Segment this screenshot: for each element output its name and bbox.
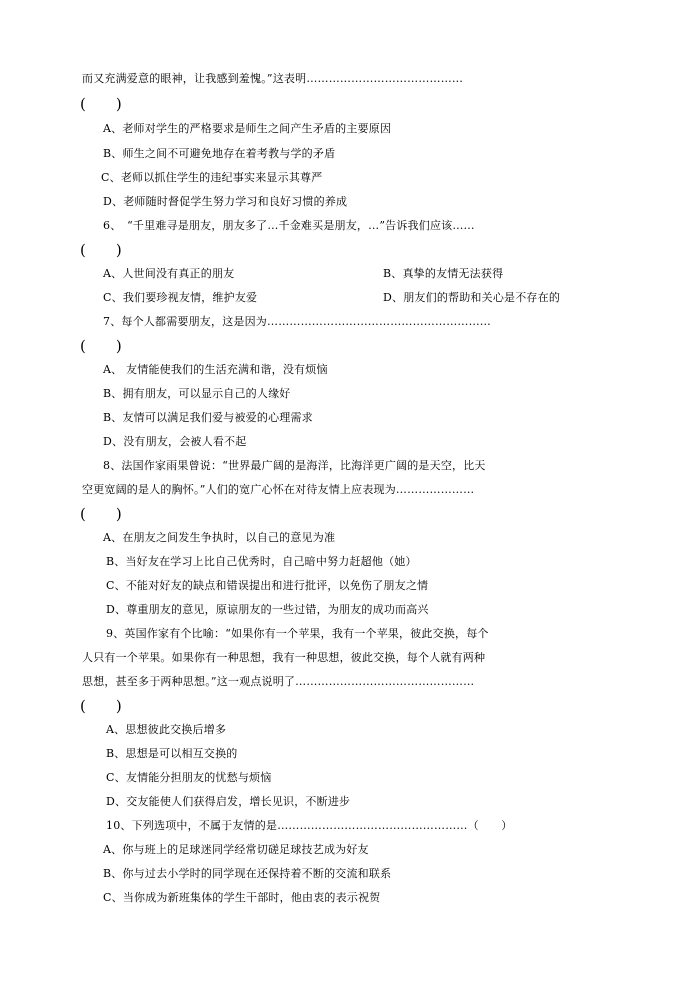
q5-option-d: D、老师随时督促学生努力学习和良好习惯的养成: [103, 195, 348, 208]
q9-stem-line3: 思想，甚至多于两种思想。”这一观点说明了…………………………………………: [82, 675, 475, 688]
q7-option-a: A、 友情能使我们的生活充满和谐，没有烦恼: [103, 363, 328, 376]
q10-option-c: C、当你成为新班集体的学生干部时，他由衷的表示祝贺: [103, 891, 381, 904]
q7-option-c: B、友情可以满足我们爱与被爱的心理需求: [103, 411, 313, 424]
q6-stem: 6、 “千里难寻是朋友，朋友多了…千金难买是朋友，…”告诉我们应该……: [103, 219, 475, 232]
q7-option-b: B、拥有朋友，可以显示自己的人缘好: [103, 387, 291, 400]
q6-option-c: [103, 286, 695, 310]
q10-stem: 10、下列选项中，不属于友情的是……………………………………………（ ）: [106, 819, 513, 832]
q8-stem-line1: 8、法国作家雨果曾说：“世界最广阔的是海洋，比海洋更广阔的是天空，比天: [103, 459, 486, 472]
q6-answer-blank: ( ): [80, 241, 122, 259]
q6-option-c-text: C、我们要珍视友情，维护友爱: [103, 291, 258, 304]
q5-option-c: C、老师以抓住学生的违纪事实来显示其尊严: [101, 171, 323, 184]
q5-option-b: B、师生之间不可避免地存在着考教与学的矛盾: [103, 147, 336, 160]
q9-option-b: B、思想是可以相互交换的: [106, 747, 238, 760]
q7-stem: 7、每个人都需要朋友，这是因为……………………………………………………: [103, 315, 491, 328]
q9-option-a: A、思想彼此交换后增多: [106, 723, 227, 736]
q8-answer-blank: ( ): [80, 505, 122, 523]
q8-option-a: A、在朋友之间发生争执时，以自己的意见为准: [103, 531, 336, 544]
q8-option-d: D、尊重朋友的意见，原谅朋友的一些过错，为朋友的成功而高兴: [106, 603, 429, 616]
q6-option-a-text: A、人世间没有真正的朋友: [103, 267, 235, 280]
q9-option-c: C、友情能分担朋友的忧愁与烦恼: [106, 771, 272, 784]
q5-continuation: 而又充满爱意的眼神，让我感到羞愧。”这表明……………………………………: [82, 72, 464, 85]
q10-option-b: B、你与过去小学时的同学现在还保持着不断的交流和联系: [103, 867, 392, 880]
q6-option-b: B、真挚的友情无法获得: [383, 267, 504, 280]
q6-option-d: D、朋友们的帮助和关心是不存在的: [383, 291, 561, 304]
q7-answer-blank: ( ): [80, 337, 122, 355]
q8-option-b: B、当好友在学习上比自己优秀时，自己暗中努力赶超他（她）: [106, 555, 417, 568]
q9-answer-blank: ( ): [80, 697, 122, 715]
q9-stem-line2: 人只有一个苹果。如果你有一种思想，我有一种思想，彼此交换，每个人就有两种: [82, 651, 486, 664]
q9-stem-line1: 9、英国作家有个比喻：“如果你有一个苹果，我有一个苹果，彼此交换，每个: [106, 627, 489, 640]
q5-answer-blank: ( ): [80, 95, 122, 113]
q10-option-a: A、你与班上的足球迷同学经常切磋足球技艺成为好友: [103, 843, 369, 856]
q6-option-a: [103, 262, 695, 286]
q9-option-d: D、交友能使人们获得启发，增长见识，不断进步: [106, 795, 351, 808]
q8-option-c: C、不能对好友的缺点和错误提出和进行批评，以免伤了朋友之情: [106, 579, 429, 592]
q5-option-a: A、老师对学生的严格要求是师生之间产生矛盾的主要原因: [103, 122, 392, 135]
q7-option-d: D、没有朋友，会被人看不起: [103, 435, 247, 448]
q8-stem-line2: 空更宽阔的是人的胸怀。”人们的宽广心怀在对待友情上应表现为…………………: [82, 483, 475, 496]
